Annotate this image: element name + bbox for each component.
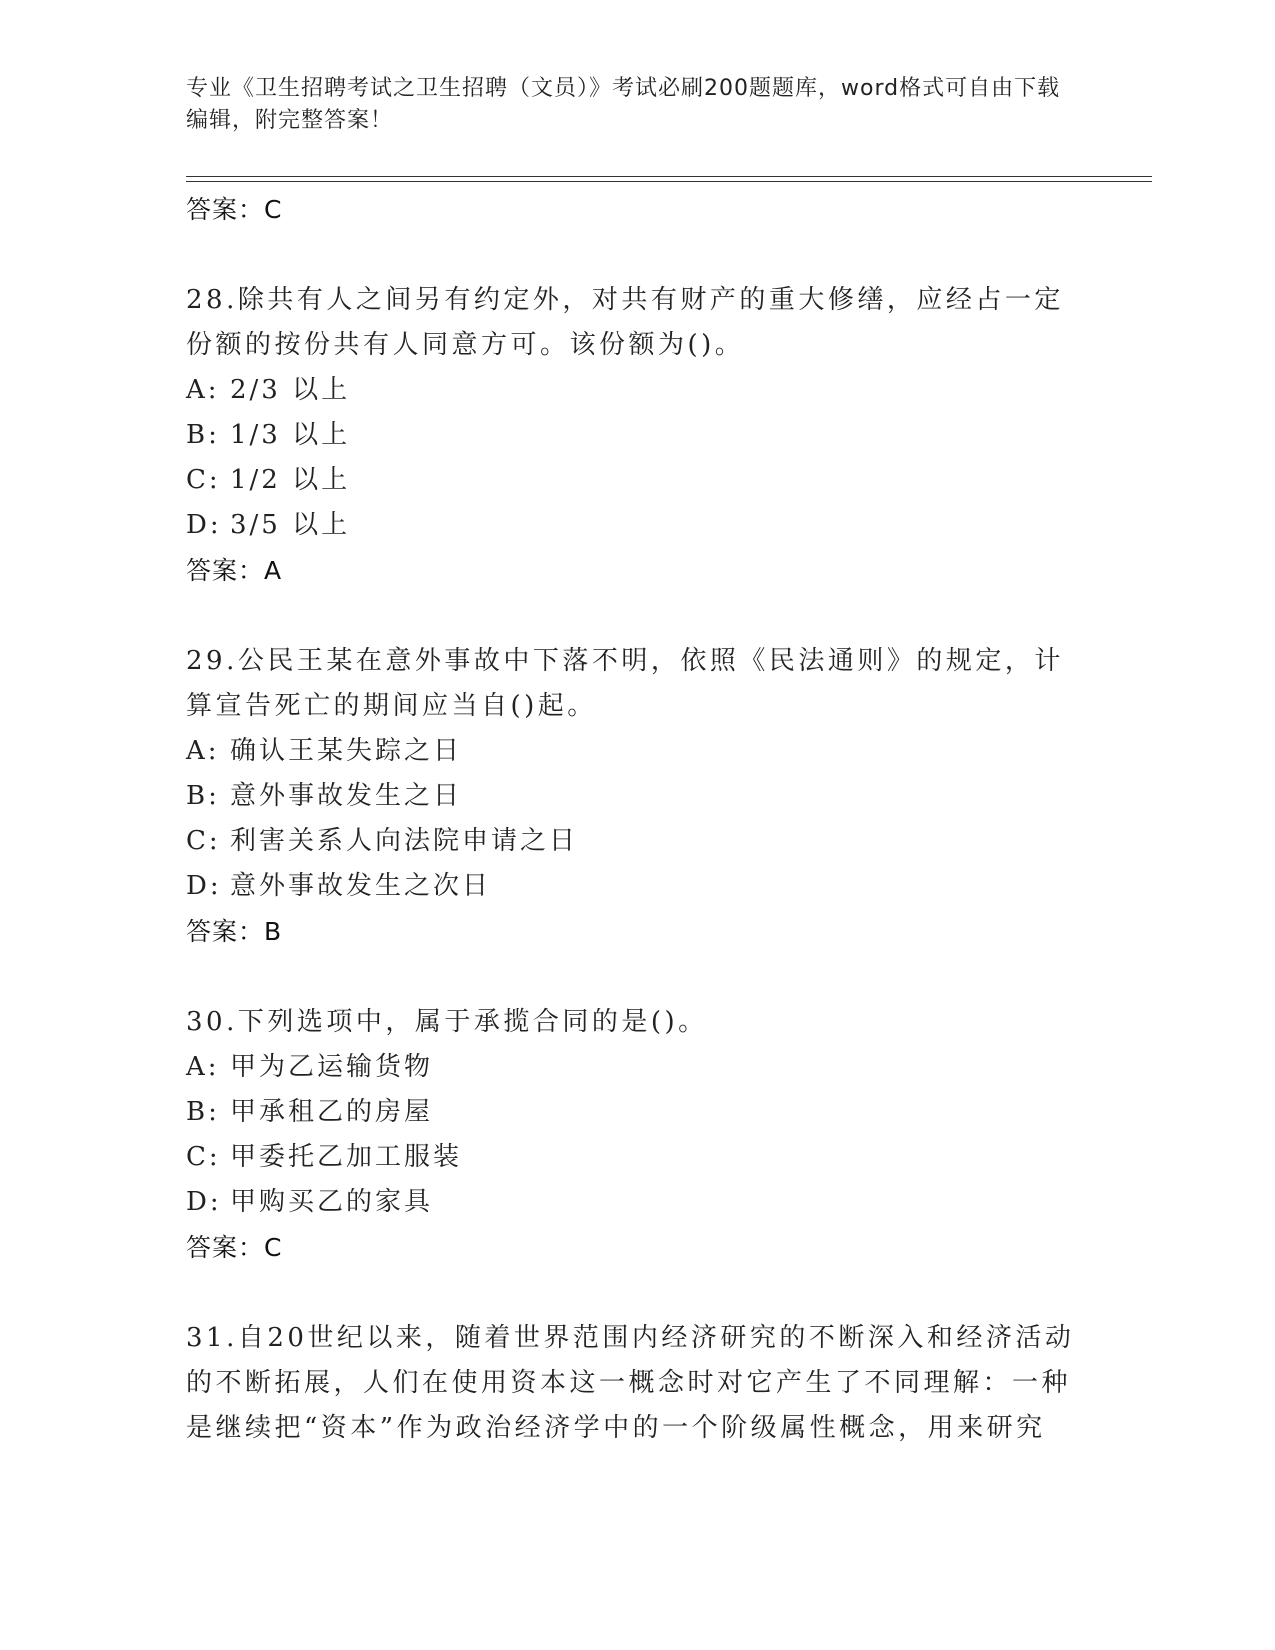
option-text: 2/3 以上 <box>230 375 351 405</box>
option-text: 意外事故发生之日 <box>230 781 463 811</box>
answer-line: 答案：C <box>186 195 283 224</box>
option-text: 1/3 以上 <box>230 420 351 450</box>
option-b <box>186 413 1086 458</box>
option-text: 1/2 以上 <box>230 465 351 495</box>
option-d <box>186 1180 1086 1225</box>
option-letter: A: <box>186 736 220 766</box>
option-text: 3/5 以上 <box>230 510 351 540</box>
question-stem: 29.公民王某在意外事故中下落不明，依照《民法通则》的规定，计算宣告死亡的期间应当自()起。 <box>186 646 1064 721</box>
page-header: 专业《卫生招聘考试之卫生招聘（文员）》考试必刷200题题库，word格式可自由下载编辑，附完整答案！ <box>186 76 1061 133</box>
header-divider-top <box>186 176 1152 177</box>
answer-line: 答案：A <box>186 556 283 585</box>
option-a <box>186 368 1086 413</box>
option-text: 甲为乙运输货物 <box>230 1052 434 1082</box>
option-letter: C: <box>186 465 221 495</box>
answer-line: 答案：B <box>186 917 283 946</box>
option-b <box>186 774 1086 819</box>
question-29 <box>186 639 1086 955</box>
spacer <box>186 955 1086 1000</box>
option-d <box>186 864 1086 909</box>
option-letter: A: <box>186 1052 220 1082</box>
spacer <box>186 594 1086 639</box>
option-a <box>186 1045 1086 1090</box>
question-30 <box>186 1000 1086 1271</box>
option-d <box>186 503 1086 548</box>
question-31 <box>186 1316 1086 1451</box>
option-c <box>186 458 1086 503</box>
option-c <box>186 819 1086 864</box>
option-text: 甲承租乙的房屋 <box>230 1097 434 1127</box>
question-stem: 31.自20世纪以来，随着世界范围内经济研究的不断深入和经济活动的不断拓展，人们在使用资本这一概念时对它产生了不同理解：一种是继续把“资本”作为政治经济学中的一个阶级属性概念，用来研究 <box>186 1323 1075 1443</box>
option-letter: D: <box>186 871 222 901</box>
answer-line: 答案：C <box>186 1233 283 1262</box>
question-stem: 30.下列选项中，属于承揽合同的是()。 <box>186 1007 708 1037</box>
option-text: 意外事故发生之次日 <box>230 871 492 901</box>
option-text: 利害关系人向法院申请之日 <box>230 826 579 856</box>
option-letter: D: <box>186 1187 222 1217</box>
option-letter: B: <box>186 420 220 450</box>
question-stem: 28.除共有人之间另有约定外，对共有财产的重大修缮，应经占一定份额的按份共有人同意方可。该份额为()。 <box>186 285 1064 360</box>
option-text: 确认王某失踪之日 <box>230 736 463 766</box>
option-b <box>186 1090 1086 1135</box>
option-text: 甲购买乙的家具 <box>230 1187 434 1217</box>
question-list <box>186 187 1086 1451</box>
option-letter: B: <box>186 1097 220 1127</box>
option-c <box>186 1135 1086 1180</box>
option-letter: A: <box>186 375 220 405</box>
question-28 <box>186 278 1086 594</box>
spacer <box>186 1271 1086 1316</box>
option-letter: D: <box>186 510 222 540</box>
option-letter: B: <box>186 781 220 811</box>
spacer <box>186 233 1086 278</box>
header-divider-bottom <box>186 181 1152 182</box>
option-a <box>186 729 1086 774</box>
option-letter: C: <box>186 1142 221 1172</box>
option-text: 甲委托乙加工服装 <box>230 1142 463 1172</box>
option-letter: C: <box>186 826 221 856</box>
